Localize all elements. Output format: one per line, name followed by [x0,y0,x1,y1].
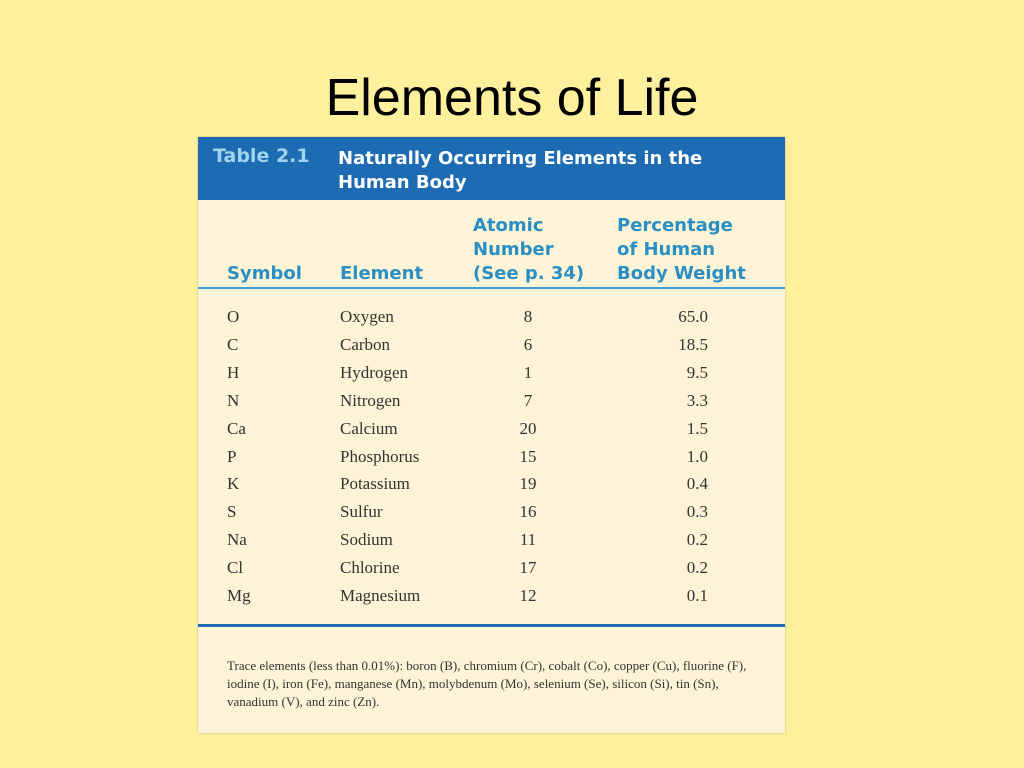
cell-element: Chlorine [340,558,400,578]
table-caption: Naturally Occurring Elements in the Human Body [338,148,703,193]
table-row [198,387,785,415]
table-row [198,498,785,526]
cell-atomic-number: 8 [523,307,533,326]
cell-element: Phosphorus [340,446,420,466]
cell-percentage: 0.4 [686,474,708,494]
table-row [198,415,785,443]
cell-atomic-number: 17 [519,558,537,578]
cell-symbol: N [227,390,240,410]
table-row [198,331,785,359]
cell-symbol: Ca [227,418,246,438]
column-header-percentage: Percentage of Human Body Weight [617,215,746,284]
cell-symbol: Mg [227,586,251,605]
table-number: Table 2.1 [213,145,310,167]
cell-atomic-number: 16 [519,502,537,522]
table-row [198,526,785,554]
cell-symbol: S [227,502,237,522]
cell-percentage: 1.5 [686,418,708,438]
table-row [198,582,785,610]
cell-percentage: 0.2 [686,558,708,578]
column-header-element: Element [340,263,424,284]
cell-atomic-number: 6 [523,334,533,354]
cell-element: Nitrogen [340,390,401,410]
footer-divider [198,624,785,627]
cell-element: Sulfur [340,502,383,522]
cell-symbol: P [227,446,237,466]
slide-title: Elements of Life [325,69,699,127]
cell-element: Potassium [340,474,410,494]
cell-percentage: 0.3 [686,502,708,522]
cell-atomic-number: 1 [523,362,533,382]
cell-atomic-number: 12 [519,586,537,605]
column-header-atomic-number: Atomic Number (See p. 34) [473,215,585,284]
cell-element: Sodium [340,530,393,550]
cell-percentage: 65.0 [678,307,708,326]
table-row [198,554,785,582]
header-divider [198,287,785,289]
cell-percentage: 0.2 [686,530,708,550]
cell-element: Oxygen [340,307,394,326]
cell-symbol: Cl [227,558,244,578]
table-row [198,359,785,387]
cell-symbol: O [227,307,240,326]
cell-element: Carbon [340,334,391,354]
cell-atomic-number: 19 [519,474,537,494]
cell-atomic-number: 7 [523,390,533,410]
cell-atomic-number: 15 [519,446,537,466]
elements-table [198,137,785,733]
cell-percentage: 3.3 [686,390,708,410]
cell-element: Hydrogen [340,362,408,382]
cell-percentage: 0.1 [686,586,708,605]
column-header-symbol: Symbol [227,263,302,284]
cell-element: Calcium [340,418,398,438]
cell-atomic-number: 11 [519,530,537,550]
table-row [198,443,785,471]
table-footnote: Trace elements (less than 0.01%): boron (B), chromium (Cr), cobalt (Co), copper (Cu), fluorine (F), iodine (I), iron (Fe), manganese (Mn), molybdenum (Mo), selenium (Se), silicon (Si), tin (Sn), vanadium (V), and zinc (Zn). [227,658,747,709]
cell-symbol: C [227,334,239,354]
table-row [198,470,785,498]
cell-percentage: 1.0 [686,446,708,466]
cell-symbol: H [227,362,240,382]
cell-percentage: 9.5 [686,362,708,382]
cell-percentage: 18.5 [678,334,708,354]
cell-atomic-number: 20 [519,418,537,438]
cell-element: Magnesium [340,586,421,605]
cell-symbol: K [227,474,240,494]
cell-symbol: Na [227,530,247,550]
table-row [198,303,785,331]
table-header-band [198,137,785,200]
